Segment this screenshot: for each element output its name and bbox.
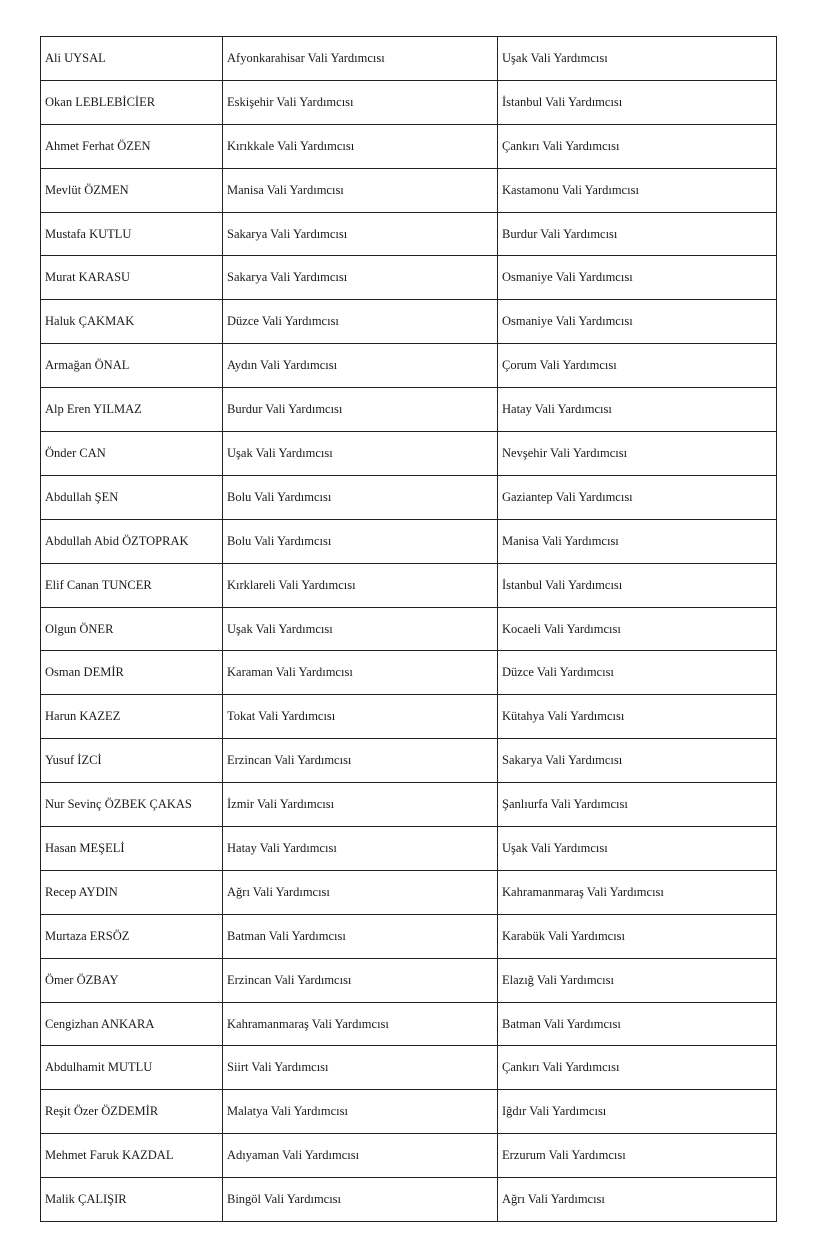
table-row [41,168,777,212]
new-post-cell: Kocaeli Vali Yardımcısı [498,607,777,651]
name-cell: Hasan MEŞELİ [41,827,223,871]
table-row [41,212,777,256]
current-post-cell: İzmir Vali Yardımcısı [223,783,498,827]
table-row [41,475,777,519]
current-post-cell: Kırıkkale Vali Yardımcısı [223,124,498,168]
name-cell: Osman DEMİR [41,651,223,695]
current-post-cell: Hatay Vali Yardımcısı [223,827,498,871]
new-post-cell: Erzurum Vali Yardımcısı [498,1134,777,1178]
name-cell: Önder CAN [41,432,223,476]
current-post-cell: Burdur Vali Yardımcısı [223,388,498,432]
name-cell: Murat KARASU [41,256,223,300]
name-cell: Mustafa KUTLU [41,212,223,256]
current-post-cell: Erzincan Vali Yardımcısı [223,739,498,783]
new-post-cell: Burdur Vali Yardımcısı [498,212,777,256]
current-post-cell: Kırklareli Vali Yardımcısı [223,563,498,607]
new-post-cell: Çankırı Vali Yardımcısı [498,124,777,168]
new-post-cell: Osmaniye Vali Yardımcısı [498,256,777,300]
current-post-cell: Sakarya Vali Yardımcısı [223,212,498,256]
current-post-cell: Aydın Vali Yardımcısı [223,344,498,388]
table-row [41,958,777,1002]
name-cell: Reşit Özer ÖZDEMİR [41,1090,223,1134]
table-row [41,563,777,607]
name-cell: Abdulhamit MUTLU [41,1046,223,1090]
current-post-cell: Sakarya Vali Yardımcısı [223,256,498,300]
new-post-cell: Uşak Vali Yardımcısı [498,37,777,81]
name-cell: Okan LEBLEBİCİER [41,80,223,124]
new-post-cell: İstanbul Vali Yardımcısı [498,563,777,607]
name-cell: Mehmet Faruk KAZDAL [41,1134,223,1178]
table-row [41,37,777,81]
new-post-cell: Iğdır Vali Yardımcısı [498,1090,777,1134]
table-row [41,300,777,344]
current-post-cell: Düzce Vali Yardımcısı [223,300,498,344]
current-post-cell: Uşak Vali Yardımcısı [223,607,498,651]
table-row [41,432,777,476]
table-row [41,914,777,958]
name-cell: Haluk ÇAKMAK [41,300,223,344]
name-cell: Elif Canan TUNCER [41,563,223,607]
current-post-cell: Siirt Vali Yardımcısı [223,1046,498,1090]
name-cell: Murtaza ERSÖZ [41,914,223,958]
table-row [41,695,777,739]
table-row [41,344,777,388]
name-cell: Malik ÇALIŞIR [41,1178,223,1222]
name-cell: Ahmet Ferhat ÖZEN [41,124,223,168]
new-post-cell: Batman Vali Yardımcısı [498,1002,777,1046]
current-post-cell: Kahramanmaraş Vali Yardımcısı [223,1002,498,1046]
name-cell: Cengizhan ANKARA [41,1002,223,1046]
table-row [41,1178,777,1222]
current-post-cell: Karaman Vali Yardımcısı [223,651,498,695]
name-cell: Recep AYDIN [41,870,223,914]
table-row [41,607,777,651]
name-cell: Ömer ÖZBAY [41,958,223,1002]
table-row [41,870,777,914]
current-post-cell: Uşak Vali Yardımcısı [223,432,498,476]
new-post-cell: Şanlıurfa Vali Yardımcısı [498,783,777,827]
new-post-cell: Kahramanmaraş Vali Yardımcısı [498,870,777,914]
new-post-cell: Kastamonu Vali Yardımcısı [498,168,777,212]
current-post-cell: Batman Vali Yardımcısı [223,914,498,958]
current-post-cell: Eskişehir Vali Yardımcısı [223,80,498,124]
current-post-cell: Erzincan Vali Yardımcısı [223,958,498,1002]
table-row [41,519,777,563]
new-post-cell: Nevşehir Vali Yardımcısı [498,432,777,476]
new-post-cell: Manisa Vali Yardımcısı [498,519,777,563]
table-row [41,827,777,871]
new-post-cell: Çankırı Vali Yardımcısı [498,1046,777,1090]
name-cell: Ali UYSAL [41,37,223,81]
new-post-cell: Ağrı Vali Yardımcısı [498,1178,777,1222]
name-cell: Alp Eren YILMAZ [41,388,223,432]
name-cell: Harun KAZEZ [41,695,223,739]
table-row [41,1046,777,1090]
new-post-cell: Uşak Vali Yardımcısı [498,827,777,871]
table-row [41,256,777,300]
current-post-cell: Ağrı Vali Yardımcısı [223,870,498,914]
name-cell: Abdullah Abid ÖZTOPRAK [41,519,223,563]
name-cell: Abdullah ŞEN [41,475,223,519]
table-row [41,1090,777,1134]
table-row [41,783,777,827]
current-post-cell: Adıyaman Vali Yardımcısı [223,1134,498,1178]
table-row [41,80,777,124]
current-post-cell: Bingöl Vali Yardımcısı [223,1178,498,1222]
name-cell: Armağan ÖNAL [41,344,223,388]
table-row [41,651,777,695]
current-post-cell: Bolu Vali Yardımcısı [223,519,498,563]
new-post-cell: Osmaniye Vali Yardımcısı [498,300,777,344]
name-cell: Nur Sevinç ÖZBEK ÇAKAS [41,783,223,827]
table-row [41,739,777,783]
current-post-cell: Bolu Vali Yardımcısı [223,475,498,519]
current-post-cell: Afyonkarahisar Vali Yardımcısı [223,37,498,81]
current-post-cell: Malatya Vali Yardımcısı [223,1090,498,1134]
table-row [41,1002,777,1046]
table-row [41,1134,777,1178]
document-page [40,36,776,1222]
name-cell: Mevlüt ÖZMEN [41,168,223,212]
appointment-table [40,36,777,1222]
current-post-cell: Tokat Vali Yardımcısı [223,695,498,739]
new-post-cell: Düzce Vali Yardımcısı [498,651,777,695]
current-post-cell: Manisa Vali Yardımcısı [223,168,498,212]
table-body [41,37,777,1222]
name-cell: Olgun ÖNER [41,607,223,651]
new-post-cell: Kütahya Vali Yardımcısı [498,695,777,739]
new-post-cell: Hatay Vali Yardımcısı [498,388,777,432]
new-post-cell: İstanbul Vali Yardımcısı [498,80,777,124]
new-post-cell: Karabük Vali Yardımcısı [498,914,777,958]
table-row [41,124,777,168]
new-post-cell: Elazığ Vali Yardımcısı [498,958,777,1002]
table-row [41,388,777,432]
new-post-cell: Çorum Vali Yardımcısı [498,344,777,388]
new-post-cell: Gaziantep Vali Yardımcısı [498,475,777,519]
new-post-cell: Sakarya Vali Yardımcısı [498,739,777,783]
name-cell: Yusuf İZCİ [41,739,223,783]
